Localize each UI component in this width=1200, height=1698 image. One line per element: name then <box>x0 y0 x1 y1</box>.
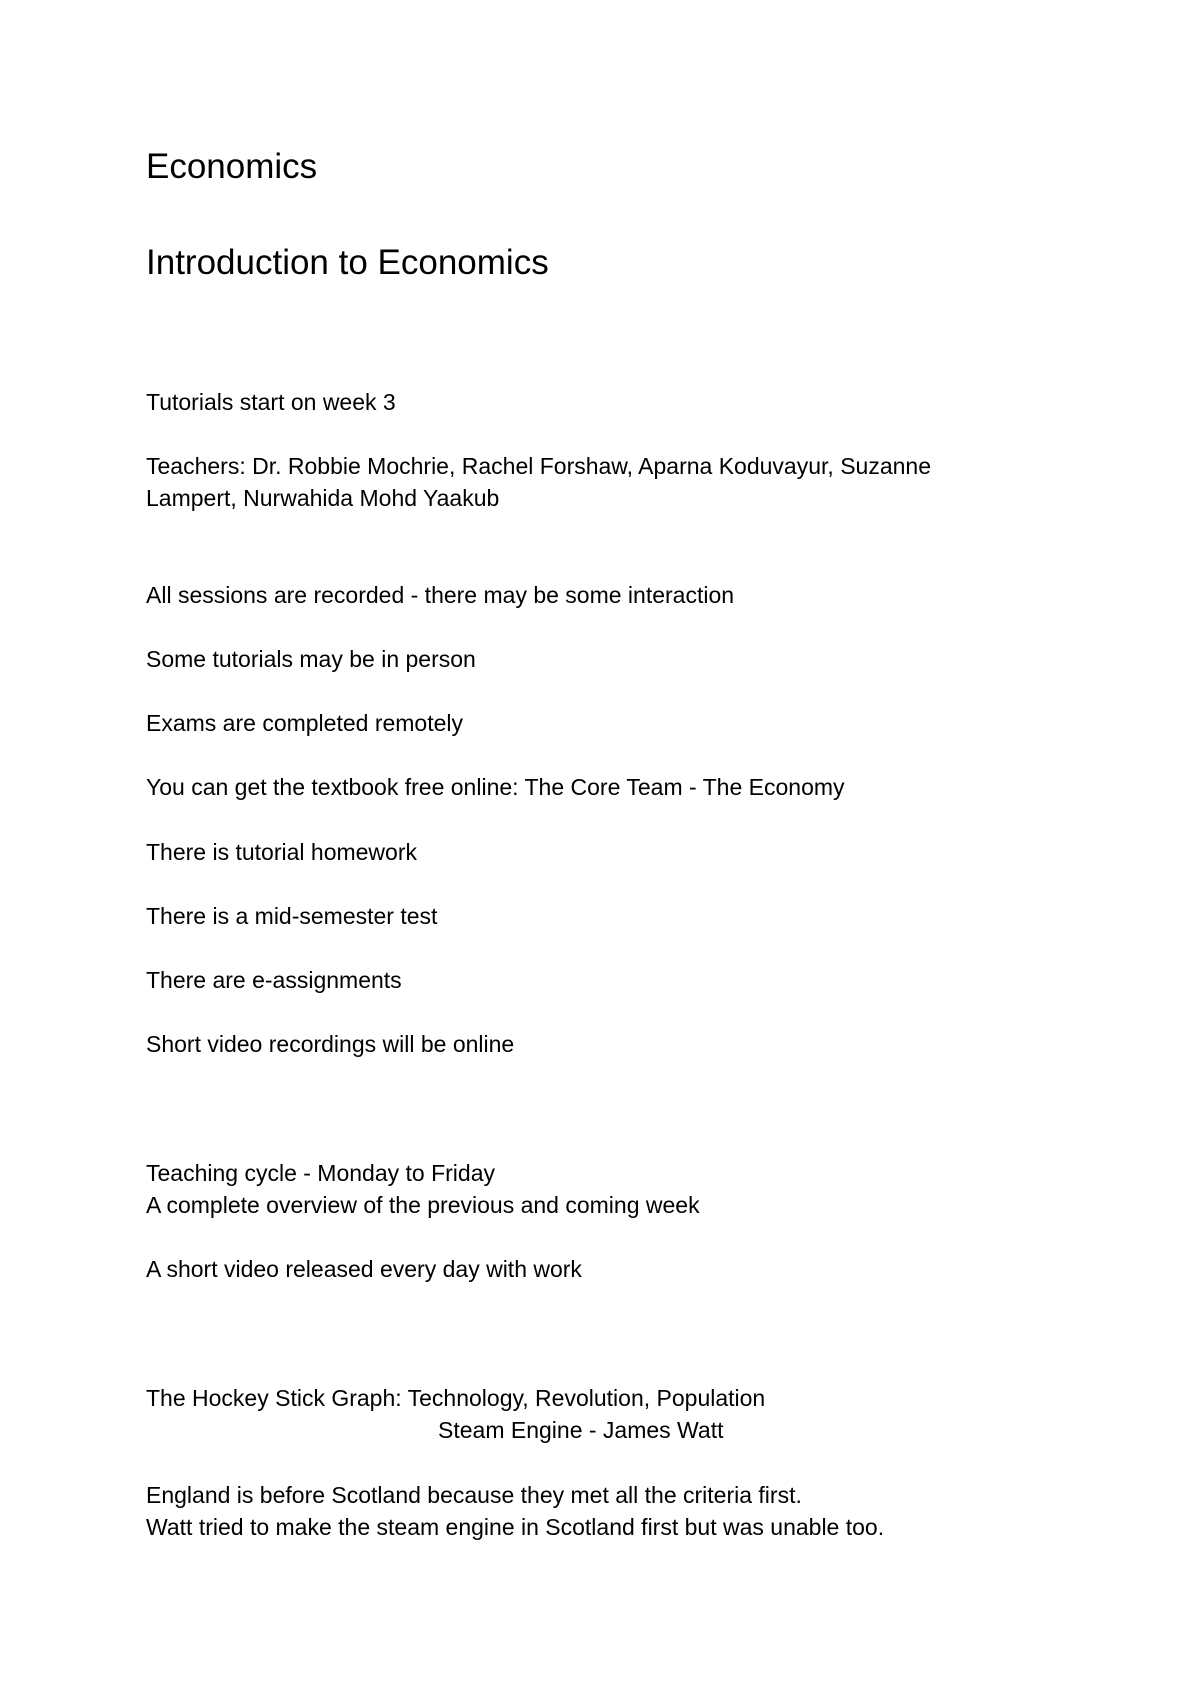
text-line: The Hockey Stick Graph: Technology, Revolution, Population <box>146 1385 766 1411</box>
text-line: Lampert, Nurwahida Mohd Yaakub <box>146 485 500 511</box>
text-line: Watt tried to make the steam engine in Scotland first but was unable too. <box>146 1514 885 1540</box>
text-line: Tutorials start on week 3 <box>146 389 396 415</box>
text-line: You can get the textbook free online: The Core Team - The Economy <box>146 774 845 800</box>
text-line: England is before Scotland because they met all the criteria first. <box>146 1482 802 1508</box>
text-line: A complete overview of the previous and coming week <box>146 1192 700 1218</box>
text-line: Some tutorials may be in person <box>146 646 476 672</box>
text-line: There is tutorial homework <box>146 839 417 865</box>
text-line: Exams are completed remotely <box>146 710 464 736</box>
text-line: There are e-assignments <box>146 967 402 993</box>
text-line-indented: Steam Engine - James Watt <box>438 1417 724 1443</box>
document-subtitle: Introduction to Economics <box>146 243 549 282</box>
document-title: Economics <box>146 147 318 186</box>
text-line: Short video recordings will be online <box>146 1031 515 1057</box>
text-line: There is a mid-semester test <box>146 903 438 929</box>
text-line: A short video released every day with work <box>146 1256 582 1282</box>
text-line: Teaching cycle - Monday to Friday <box>146 1160 495 1186</box>
text-line: All sessions are recorded - there may be some interaction <box>146 582 735 608</box>
text-line: Teachers: Dr. Robbie Mochrie, Rachel Forshaw, Aparna Koduvayur, Suzanne <box>146 453 931 479</box>
